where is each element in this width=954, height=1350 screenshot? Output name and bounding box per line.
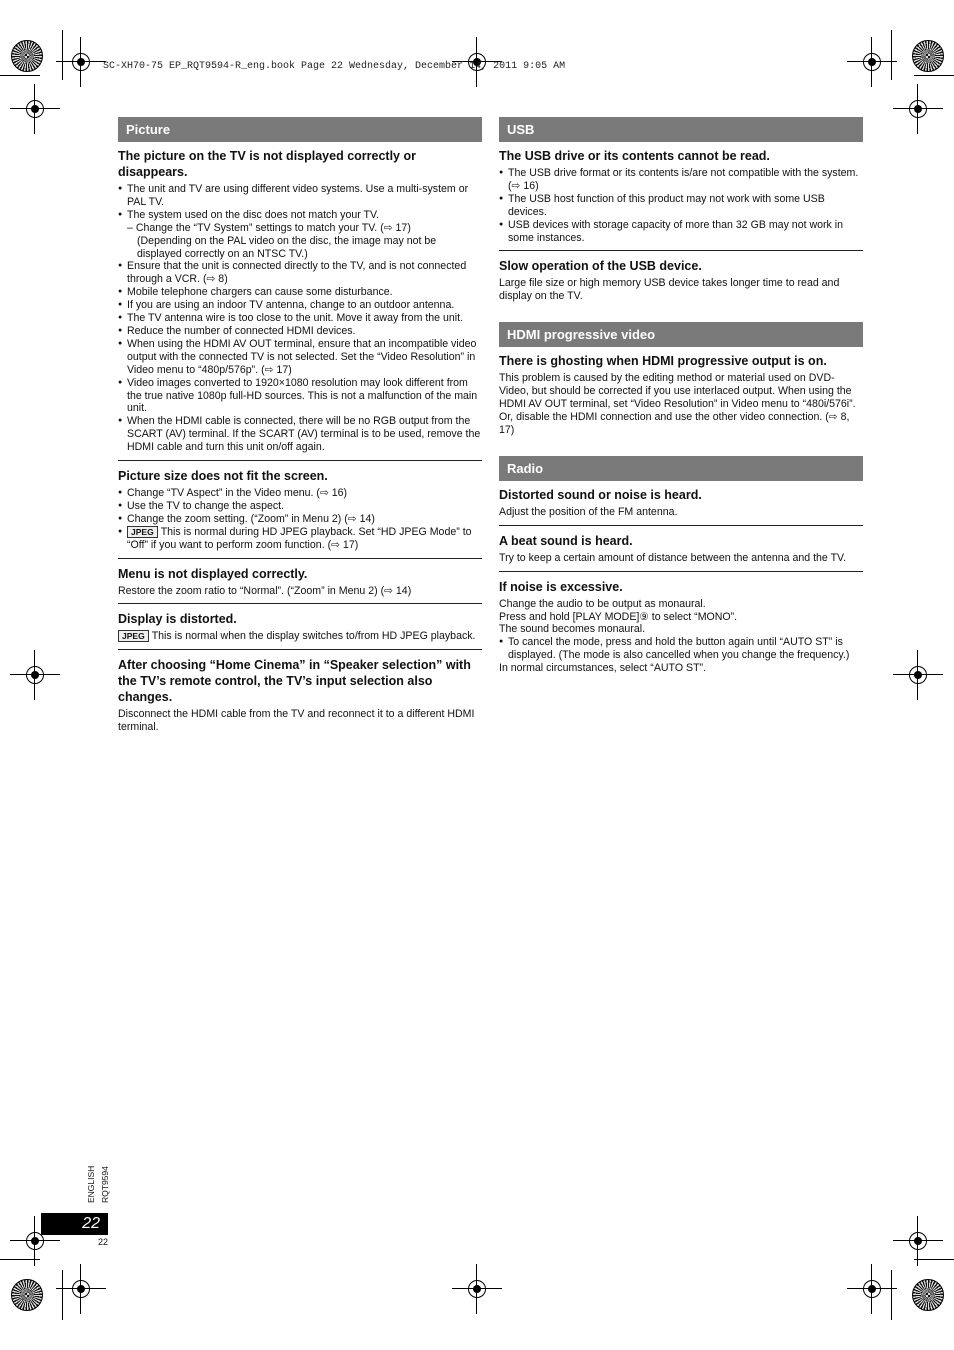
entry-text: This problem is caused by the editing method or material used on DVD-Video, but should be corrected if you use interlaced output. When using the HDMI AV OUT terminal, set “Video Resolution” in Video menu to “480i/576i”. Or, disable the HDMI connection and use the other video connection. (⇨ 8, 17) — [499, 372, 856, 436]
bullet-item: ● When using the HDMI AV OUT terminal, ensure that an incompatible video output with the connected TV is not selected. Set the “Video Resolution” in Video menu to “480p/576p”. (⇨ 17) — [118, 338, 482, 377]
entry-text: Adjust the position of the FM antenna. — [499, 505, 678, 518]
print-header: SC-XH70-75 EP_RQT9594-R_eng.book Page 22 Wednesday, December 14, 2011 9:05 AM — [103, 61, 566, 72]
entry-heading: Display is distorted. — [118, 612, 237, 627]
section-title-hdmi: HDMI progressive video — [499, 322, 863, 347]
registration-mark — [859, 1276, 885, 1302]
bullet-item: ● The USB host function of this product may not work with some USB devices. — [499, 193, 863, 219]
bullet-item: ● If you are using an indoor TV antenna, change to an outdoor antenna. — [118, 299, 482, 312]
entry-text: Large file size or high memory USB device takes longer time to read and display on the TV. — [499, 277, 840, 303]
entry-heading: If noise is excessive. — [499, 579, 623, 594]
page-number-small: 22 — [98, 1237, 109, 1247]
crop-mark — [0, 75, 40, 76]
entry-heading: Slow operation of the USB device. — [499, 259, 702, 274]
registration-mark — [905, 96, 931, 122]
bullet-item: ● The TV antenna wire is too close to the unit. Move it away from the unit. — [118, 312, 482, 325]
registration-mark — [859, 49, 885, 75]
corner-color-target-tl — [11, 40, 43, 72]
bullet-item: ● Reduce the number of connected HDMI devices. — [118, 325, 482, 338]
entry-heading: Distorted sound or noise is heard. — [499, 487, 702, 502]
crop-mark — [0, 1259, 40, 1260]
entry-text: The sound becomes monaural. — [499, 623, 646, 636]
bullet-item: ● Change the zoom setting. (“Zoom” in Menu 2) (⇨ 14) — [118, 513, 482, 526]
entry-text: Try to keep a certain amount of distance between the antenna and the TV. — [499, 551, 847, 564]
corner-color-target-bl — [11, 1279, 43, 1311]
entry-heading: The picture on the TV is not displayed correctly or disappears. — [118, 149, 416, 179]
entry-text: In normal circumstances, select “AUTO ST”. — [499, 662, 707, 675]
section-title-radio: Radio — [499, 456, 863, 481]
bullet-item: ● Mobile telephone chargers can cause some disturbance. — [118, 286, 482, 299]
entry-heading: Menu is not displayed correctly. — [118, 566, 308, 581]
entry-text: Restore the zoom ratio to “Normal”. (“Zoom” in Menu 2) (⇨ 14) — [118, 584, 412, 597]
bullet-item: ● Use the TV to change the aspect. — [118, 500, 482, 513]
bullet-item: ● To cancel the mode, press and hold the button again until “AUTO ST” is displayed. (The mode is also cancelled when you change the frequency.) — [499, 636, 863, 662]
jpeg-badge: JPEG — [118, 630, 149, 642]
entry-heading: A beat sound is heard. — [499, 533, 633, 548]
entry-heading: Picture size does not fit the screen. — [118, 469, 328, 484]
bullet-item: ● The system used on the disc does not match your TV. – Change the “TV System” settings to match your TV. (⇨ 17) (Depending on the PAL video on the disc, the image may not be displayed correctly on an NTSC TV.) — [118, 209, 482, 261]
troubleshoot-entry — [499, 575, 863, 681]
entry-heading: There is ghosting when HDMI progressive output is on. — [499, 354, 827, 369]
troubleshoot-entry — [118, 144, 482, 461]
crop-mark — [891, 30, 892, 80]
model-label: RQT9594 — [100, 1166, 110, 1203]
troubleshoot-entry — [499, 349, 863, 443]
bullet-item: ● The USB drive format or its contents is/are not compatible with the system. (⇨ 16) — [499, 167, 863, 193]
page-number: 22 — [41, 1213, 108, 1235]
jpeg-badge: JPEG — [127, 526, 158, 538]
section-title-picture: Picture — [118, 117, 482, 142]
registration-mark — [905, 1228, 931, 1254]
troubleshoot-entry — [499, 529, 863, 572]
entry-heading: The USB drive or its contents cannot be read. — [499, 149, 770, 163]
troubleshoot-entry — [499, 483, 863, 526]
left-column — [118, 117, 482, 743]
entry-text: JPEG This is normal when the display switches to/from HD JPEG playback. — [118, 630, 482, 643]
bullet-item: ● Change “TV Aspect” in the Video menu. (⇨ 16) — [118, 487, 482, 500]
registration-mark — [22, 96, 48, 122]
troubleshoot-entry — [118, 562, 482, 605]
language-label: ENGLISH — [86, 1165, 96, 1203]
crop-mark — [62, 30, 63, 80]
troubleshoot-entry — [499, 254, 863, 309]
registration-mark — [68, 49, 94, 75]
registration-mark — [22, 662, 48, 688]
registration-mark — [68, 1276, 94, 1302]
registration-mark — [464, 1276, 490, 1302]
entry-text: Press and hold [PLAY MODE]⑨ to select “MONO”. — [499, 610, 738, 623]
crop-mark — [914, 75, 954, 76]
crop-mark — [914, 1259, 954, 1260]
crop-mark — [62, 1270, 63, 1320]
bullet-item: ● When the HDMI cable is connected, there will be no RGB output from the SCART (AV) terminal. If the SCART (AV) terminal is to be used, remove the HDMI cable and turn this unit on/off again. — [118, 415, 482, 454]
corner-color-target-tr — [912, 40, 944, 72]
bullet-item: ● Ensure that the unit is connected directly to the TV, and is not connected through a VCR. (⇨ 8) — [118, 260, 482, 286]
corner-color-target-br — [912, 1279, 944, 1311]
entry-heading: After choosing “Home Cinema” in “Speaker selection” with the TV’s remote control, the TV’s input selection also changes. — [118, 658, 471, 705]
section-title-usb: USB — [499, 117, 863, 142]
bullet-item: ● Video images converted to 1920×1080 resolution may look different from the true native 1080p full-HD sources. This is not a malfunction of the main unit. — [118, 377, 482, 416]
troubleshoot-entry — [118, 464, 482, 559]
registration-mark — [905, 662, 931, 688]
bullet-item: ● The unit and TV are using different video systems. Use a multi-system or PAL TV. — [118, 183, 482, 209]
troubleshoot-entry — [499, 144, 863, 251]
bullet-item: ● USB devices with storage capacity of more than 32 GB may not work in some instances. — [499, 219, 863, 245]
troubleshoot-entry — [118, 653, 482, 740]
entry-text: Change the audio to be output as monaural. — [499, 597, 706, 610]
crop-mark — [891, 1270, 892, 1320]
troubleshoot-entry — [118, 607, 482, 650]
right-column — [499, 117, 863, 684]
bullet-item: ● JPEG This is normal during HD JPEG playback. Set “HD JPEG Mode” to “Off” if you want to perform zoom function. (⇨ 17) — [118, 526, 482, 552]
entry-text: Disconnect the HDMI cable from the TV and reconnect it to a different HDMI terminal. — [118, 708, 475, 734]
